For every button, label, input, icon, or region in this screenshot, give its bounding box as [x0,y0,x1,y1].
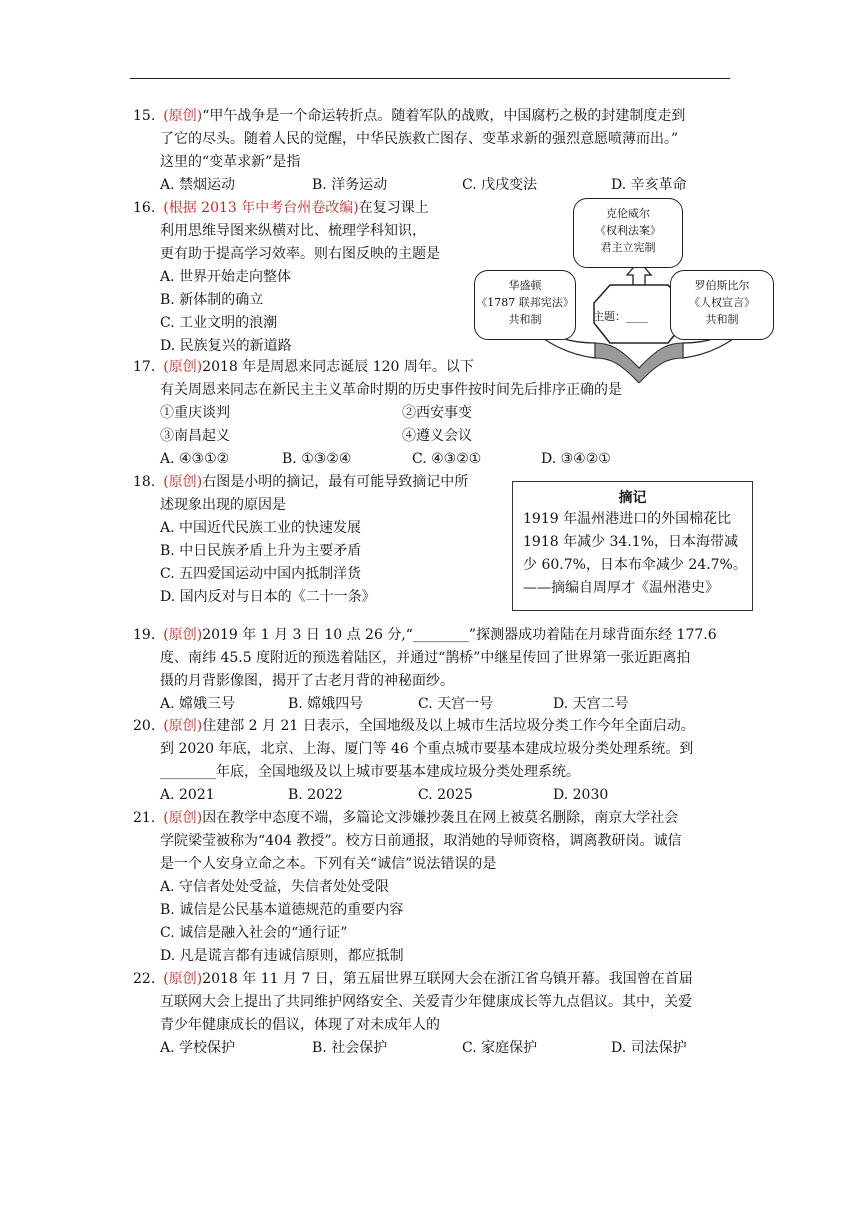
option-a: A. 禁烟运动 [160,177,236,193]
event-item: ④遵义会议 [402,428,472,444]
question-text: 住建部 2 月 21 日表示，全国地级及以上城市生活垃圾分类工作今年全面启动。 [202,718,695,734]
question-tag: (原创) [163,108,203,124]
event-item: ②西安事变 [402,405,472,421]
question-text: 互联网大会上提出了共同维护网络安全、关爱青少年健康成长等九点倡议。其中，关爱 [160,994,692,1010]
option-b: B. 诚信是公民基本道德规范的重要内容 [160,902,404,918]
option-d: D. 司法保护 [611,1040,687,1056]
option-b: B. 洋务运动 [312,177,388,193]
question-number: 18. [133,474,156,490]
question-text: “甲午战争是一个命运转折点。随着军队的战败，中国腐朽之极的封建制度走到 [202,108,686,124]
node-person: 罗伯斯比尔 [694,279,750,292]
option-c: C. 五四爱国运动中国内抵制洋货 [160,566,362,582]
question-tag: (原创) [163,810,203,826]
option-a: A. 守信者处处受益，失信者处处受限 [160,879,390,895]
question-number: 21. [133,810,156,826]
option-d: D. ③④②① [541,451,611,467]
option-d: D. 天宫二号 [553,696,629,712]
question-text: 利用思维导图来纵横对比、梳理学科知识， [160,223,426,239]
option-a: A. 学校保护 [160,1040,236,1056]
q15-line1 [133,106,685,126]
excerpt-line: 1919 年温州港进口的外国棉花比 [523,511,732,527]
question-tag: (原创) [163,627,203,643]
option-b: B. 中日民族矛盾上升为主要矛盾 [160,543,362,559]
excerpt-box [512,481,753,611]
diagram-node-top [573,198,683,268]
event-item: ③南昌起义 [160,428,230,444]
option-d: D. 凡是谎言都有违诚信原则，都应抵制 [160,948,404,964]
question-number: 16. [133,200,156,216]
node-system: 共和制 [508,313,542,326]
question-text: 摄的月背影像图，揭开了古老月背的神秘面纱。 [160,673,454,689]
option-d: D. 民族复兴的新道路 [160,338,292,354]
excerpt-body [523,508,752,600]
question-text: 更有助于提高学习效率。则右图反映的主题是 [160,246,440,262]
event-item: ①重庆谈判 [160,405,230,421]
option-c: C. 工业文明的浪潮 [160,315,278,331]
node-document: 《权利法案》 [595,224,661,237]
question-text: 度、南纬 45.5 度附近的预选着陆区，并通过“鹊桥”中继星传回了世界第一张近距离拍 [160,650,691,666]
q20-line1 [133,716,695,736]
swirl-decoration [595,343,683,383]
question-text: 是一个人安身立命之本。下列有关“诚信”说法错误的是 [160,856,497,872]
question-text: 2018 年 11 月 7 日，第五届世界互联网大会在浙江省乌镇开幕。我国曾在首届 [202,971,693,987]
option-c: C. 诚信是融入社会的“通行证” [160,925,348,941]
question-number: 22. [133,971,156,987]
question-text: 到 2020 年底，北京、上海、厦门等 46 个重点城市要基本建成垃圾分类处理系统。到 [160,741,694,757]
option-c: C. ④③②① [412,451,482,467]
node-system: 君主立宪制 [600,241,656,254]
question-text: 述现象出现的原因是 [160,497,286,513]
option-a: A. ④③①② [160,451,230,467]
question-number: 19. [133,627,156,643]
option-b: B. 新体制的确立 [160,292,264,308]
option-a: A. 中国近代民族工业的快速发展 [160,520,362,536]
excerpt-source: ——摘编自周厚才《温州港史》 [523,580,719,596]
q22-line1 [133,969,693,989]
excerpt-line: 少 60.7%，日本布伞减少 24.7%。 [523,557,747,573]
option-c: C. 戊戌变法 [462,177,538,193]
q17-line1 [133,357,474,377]
node-person: 华盛顿 [508,279,542,292]
node-person: 克伦威尔 [606,207,650,220]
node-document: 《1787 联邦宪法》 [476,296,574,309]
question-tag: (原创) [163,474,203,490]
option-b: B. 嫦娥四号 [288,696,364,712]
q18-line1 [133,472,468,492]
node-document: 《人权宣言》 [689,296,755,309]
question-text: 有关周恩来同志在新民主主义革命时期的历史事件按时间先后排序正确的是 [160,382,622,398]
question-text: ________年底，全国地级及以上城市要基本建成垃圾分类处理系统。 [160,764,580,780]
diagram-center-label: 主题：____ [593,310,648,323]
option-b: B. 2022 [288,787,343,803]
node-system: 共和制 [705,313,739,326]
option-b: B. ①③②④ [282,451,352,467]
option-a: A. 2021 [160,787,215,803]
q21-line1 [133,808,678,828]
option-b: B. 社会保护 [312,1040,388,1056]
question-text: 了它的尽头。随着人民的觉醒，中华民族救亡图存、变革求新的强烈意愿喷薄而出。” [160,131,679,147]
question-tag: (原创) [163,718,203,734]
excerpt-line: 1918 年减少 34.1%，日本海带减 [523,534,739,550]
option-c: C. 2025 [418,787,473,803]
question-number: 15. [133,108,156,124]
header-rule [130,78,730,79]
question-number: 17. [133,359,156,375]
question-text: 学院梁莹被称为“404 教授”。校方日前通报，取消她的导师资格，调离教研岗。诚信 [160,833,682,849]
question-text: 因在教学中态度不端，多篇论文涉嫌抄袭且在网上被莫名删除，南京大学社会 [202,810,679,826]
diagram-node-right [670,270,774,340]
option-a: A. 嫦娥三号 [160,696,236,712]
option-d: D. 国内反对与日本的《二十一条》 [160,589,376,605]
question-text: 2019 年 1 月 3 日 10 点 26 分,“________”探测器成功着陆在月球背面东经 177.6 [202,627,717,643]
question-text: 2018 年是周恩来同志诞辰 120 周年。以下 [202,359,474,375]
question-text: 青少年健康成长的倡议，体现了对未成年人的 [160,1017,440,1033]
option-c: C. 家庭保护 [462,1040,538,1056]
q19-line1 [133,625,717,645]
question-text: 在复习课上 [358,200,429,216]
option-c: C. 天宫一号 [418,696,494,712]
option-a: A. 世界开始走向整体 [160,269,292,285]
question-tag: (根据 2013 年中考台州卷改编) [163,200,359,216]
option-d: D. 2030 [553,787,609,803]
diagram-node-left [474,270,576,340]
question-tag: (原创) [163,359,203,375]
question-text: 右图是小明的摘记，最有可能导致摘记中所 [202,474,469,490]
q16-line1 [133,198,429,218]
question-tag: (原创) [163,971,203,987]
option-d: D. 辛亥革命 [611,177,687,193]
question-number: 20. [133,718,156,734]
excerpt-title: 摘记 [618,490,647,506]
question-text: 这里的“变革求新”是指 [160,154,301,170]
